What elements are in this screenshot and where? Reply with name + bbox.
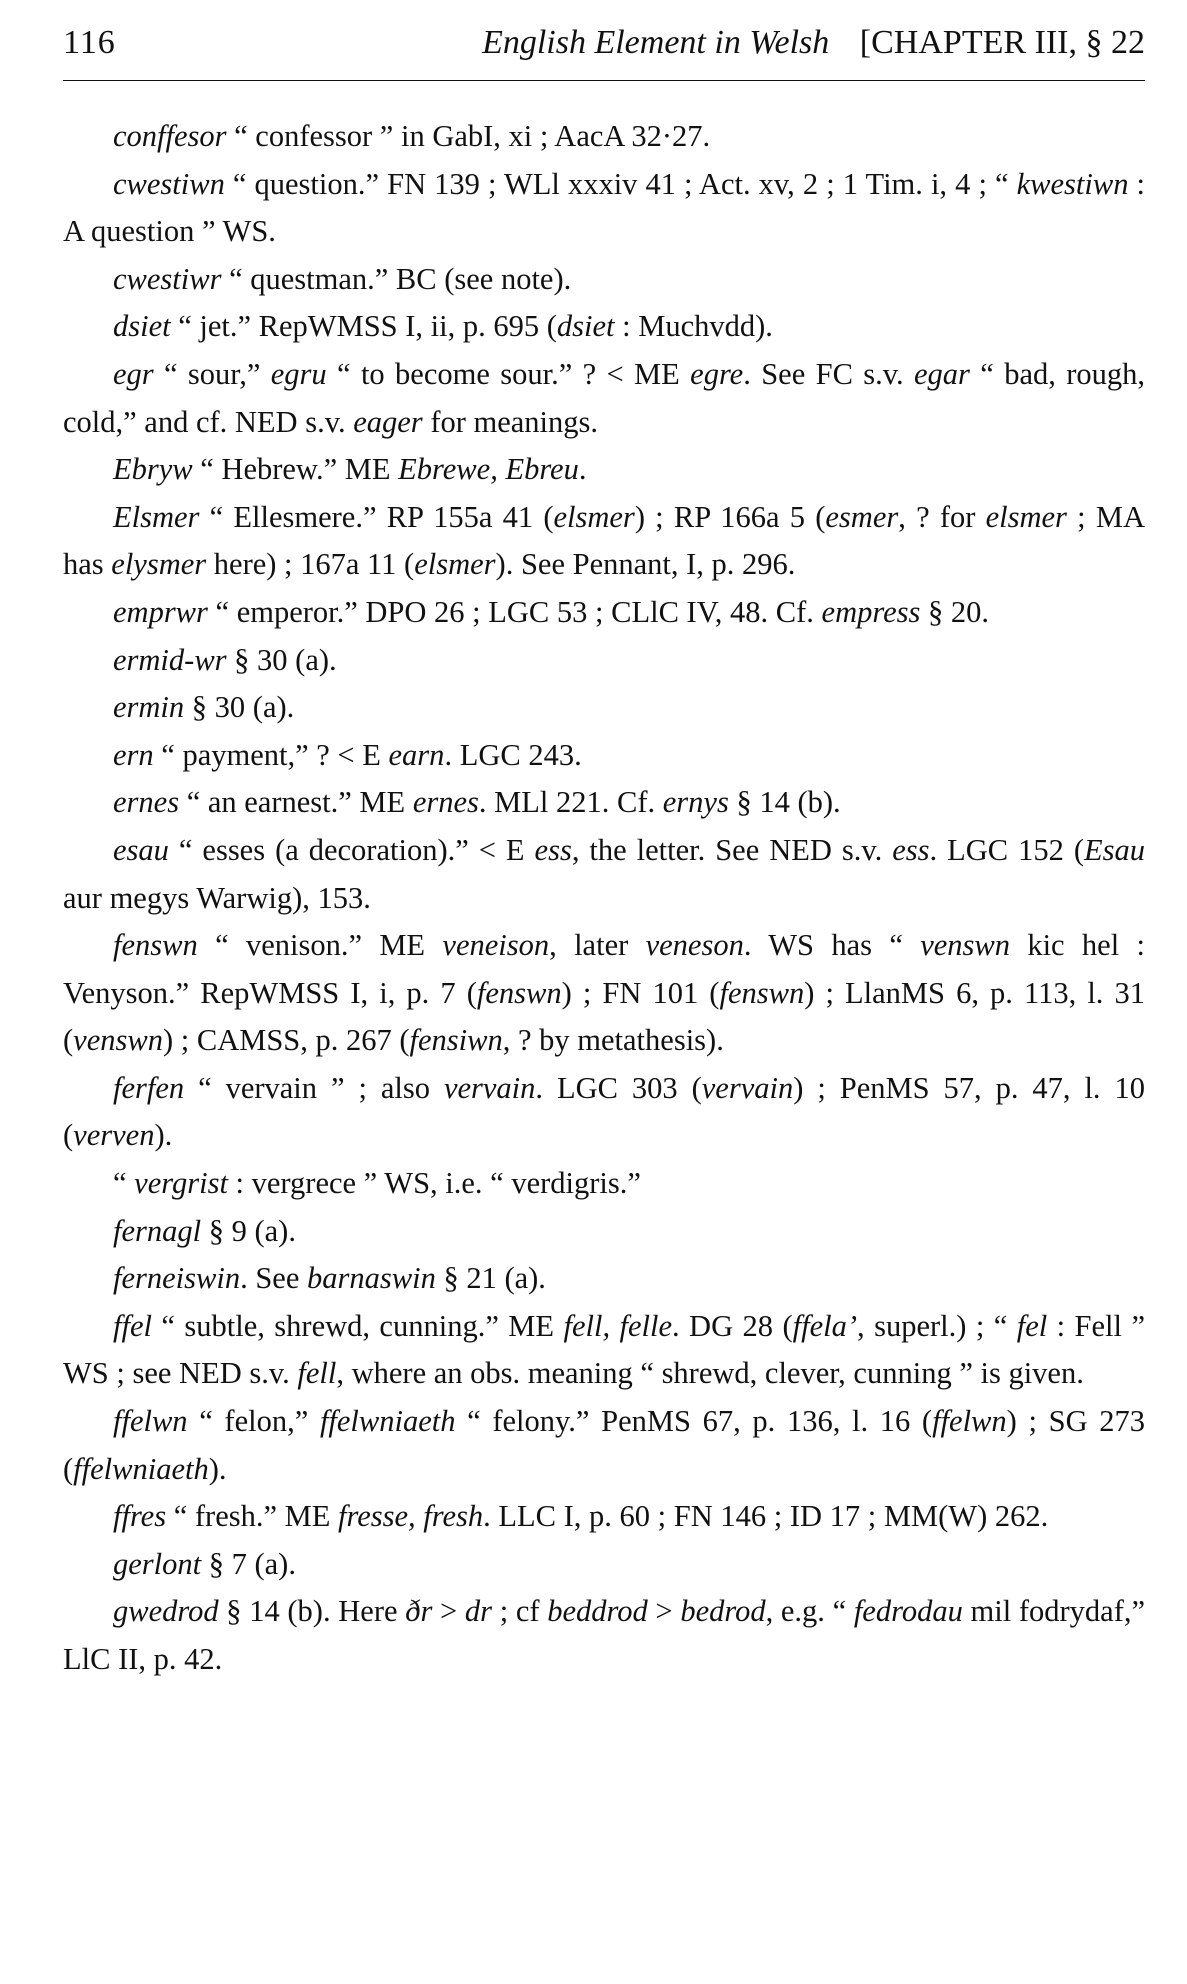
glossary-entry: ermid-wr § 30 (a). — [113, 642, 337, 677]
glossary-entry: ferfen “ vervain ” ; also vervain. LGC 303 (vervain) ; PenMS 57, p. 47, l. 10 (verven). — [63, 1070, 1145, 1153]
glossary-entry: Ebryw “ Hebrew.” ME Ebrewe, Ebreu. — [113, 452, 587, 487]
glossary-body — [63, 113, 1145, 1684]
glossary-entry: ern “ payment,” ? < E earn. LGC 243. — [113, 737, 582, 772]
glossary-entry: egr “ sour,” egru “ to become sour.” ? < ME egre. See FC s.v. egar “ bad, rough, cold,” and cf. NED s.v. eager for meanings. — [63, 356, 1145, 439]
glossary-entry: ffres “ fresh.” ME fresse, fresh. LLC I, p. 60 ; FN 146 ; ID 17 ; MM(W) 262. — [113, 1499, 1049, 1534]
chapter-reference: [CHAPTER III, § 22 — [859, 24, 1145, 61]
glossary-entry: cwestiwr “ questman.” BC (see note). — [113, 261, 572, 296]
glossary-entry: gwedrod § 14 (b). Here ðr > dr ; cf beddrod > bedrod, e.g. “ fedrodau mil fodrydaf,” LlC II, p. 42. — [63, 1594, 1146, 1676]
glossary-entry: ferneiswin. See barnaswin § 21 (a). — [113, 1261, 546, 1296]
page-number: 116 — [63, 24, 116, 61]
glossary-entry: conffesor “ confessor ” in GabI, xi ; AacA 32·27. — [113, 119, 711, 153]
glossary-entry: ernes “ an earnest.” ME ernes. MLl 221. Cf. ernys § 14 (b). — [113, 785, 841, 820]
glossary-entry: cwestiwn “ question.” FN 139 ; WLl xxxiv 41 ; Act. xv, 2 ; 1 Tim. i, 4 ; “ kwestiwn : A question ” WS. — [63, 166, 1145, 249]
glossary-entry: dsiet “ jet.” RepWMSS I, ii, p. 695 (dsiet : Muchvdd). — [113, 309, 773, 344]
glossary-entry: Elsmer “ Ellesmere.” RP 155a 41 (elsmer) ; RP 166a 5 (esmer, ? for elsmer ; MA has elysmer here) ; 167a 11 (elsmer). See Pennant, I, p. 296. — [63, 499, 1145, 582]
glossary-entry: fenswn “ venison.” ME veneison, later veneson. WS has “ venswn kic hel : Venyson.” RepWMSS I, i, p. 7 (fenswn) ; FN 101 (fenswn) ; LlanMS 6, p. 113, l. 31 (venswn) ; CAMSS, p. 267 (fensiwn, ? by metathesis). — [63, 928, 1145, 1058]
glossary-entry: ffel “ subtle, shrewd, cunning.” ME fell, felle. DG 28 (ffela’, superl.) ; “ fel : Fell ” WS ; see NED s.v. fell, where an obs. meaning “ shrewd, clever, cunning ” is given. — [63, 1308, 1145, 1391]
glossary-entry: ffelwn “ felon,” ffelwniaeth “ felony.” PenMS 67, p. 136, l. 16 (ffelwn) ; SG 273 (ffelwniaeth). — [63, 1404, 1146, 1486]
glossary-entry: “ vergrist : vergrece ” WS, i.e. “ verdigris.” — [113, 1166, 641, 1201]
glossary-entry: esau “ esses (a decoration).” < E ess, the letter. See NED s.v. ess. LGC 152 (Esau aur megys Warwig), 153. — [63, 832, 1145, 915]
running-header — [63, 20, 1145, 81]
glossary-entry: emprwr “ emperor.” DPO 26 ; LGC 53 ; CLlC IV, 48. Cf. empress § 20. — [113, 594, 989, 629]
glossary-entry: ermin § 30 (a). — [113, 690, 295, 725]
glossary-entry: gerlont § 7 (a). — [113, 1546, 296, 1581]
glossary-entry: fernagl § 9 (a). — [113, 1213, 296, 1248]
running-title: English Element in Welsh — [482, 24, 830, 61]
running-head — [482, 24, 1145, 62]
